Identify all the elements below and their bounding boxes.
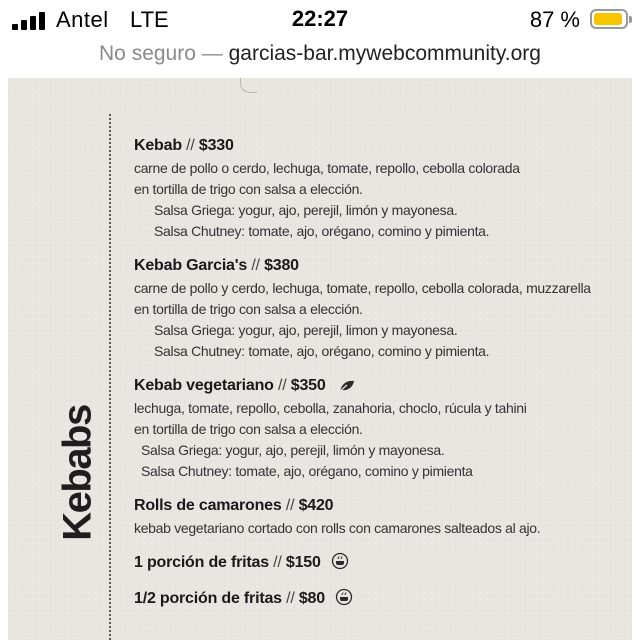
item-name: Kebab vegetariano [134, 377, 274, 394]
battery-percent: 87 % [529, 7, 580, 32]
item-sauce: Salsa Chutney: tomate, ajo, orégano, comino y pimienta. [154, 343, 490, 359]
menu-item-media-porcion-fritas [134, 587, 634, 611]
item-sauce: Salsa Chutney: tomate, ajo, orégano, comino y pimienta. [154, 223, 490, 239]
item-name: Kebab [134, 137, 182, 154]
clock: 22:27 [291, 6, 349, 31]
item-sauce: Salsa Chutney: tomate, ajo, orégano, comino y pimienta [141, 463, 473, 479]
decorative-flourish-icon [240, 78, 257, 93]
item-price: $80 [298, 590, 325, 607]
menu-item-kebab-garcias [134, 254, 634, 362]
item-heading: Kebab vegetariano // $350 [134, 374, 634, 398]
item-description: carne de pollo y cerdo, lechuga, tomate, repollo, cebolla colorada, muzzarella [134, 280, 591, 296]
menu-list [134, 134, 634, 623]
address-bar[interactable] [0, 40, 640, 74]
item-heading: 1 porción de fritas // $150 [134, 551, 634, 575]
page-url[interactable]: garcias-bar.mywebcommunity.org [228, 42, 541, 65]
item-price: $380 [264, 257, 299, 274]
menu-item-kebab [134, 134, 634, 242]
item-price: $420 [298, 497, 334, 514]
item-price: $350 [290, 377, 326, 394]
item-heading: Kebab Garcia's // $380 [134, 257, 299, 274]
network-type: LTE [130, 7, 169, 32]
web-page[interactable] [0, 78, 640, 640]
item-sauce: Salsa Griega: yogur, ajo, perejil, limón y mayonesa. [154, 202, 458, 218]
menu-item-kebab-vegetariano [134, 374, 634, 482]
item-price: $330 [198, 137, 234, 154]
item-sauce: Salsa Griega: yogur, ajo, perejil, limón y mayonesa. [141, 442, 445, 458]
security-status[interactable]: No seguro [99, 42, 196, 65]
item-description: en tortilla de trigo con salsa a elección. [134, 421, 363, 437]
carrier-name: Antel [56, 7, 109, 32]
dotted-divider [109, 114, 111, 640]
item-description: carne de pollo o cerdo, lechuga, tomate, repollo, cebolla colorada [134, 160, 520, 176]
section-title: Kebabs [55, 405, 100, 541]
cooking-pot-icon [331, 552, 349, 570]
item-sauce: Salsa Griega: yogur, ajo, perejil, limon y mayonesa. [154, 322, 458, 338]
item-description: en tortilla de trigo con salsa a elección. [134, 181, 363, 197]
item-heading: Rolls de camarones // $420 [134, 497, 334, 514]
battery-icon [590, 9, 628, 29]
item-price: $150 [285, 554, 321, 571]
menu-item-rolls-de-camarones [134, 494, 634, 539]
item-heading: 1/2 porción de fritas // $80 [134, 587, 634, 611]
cooking-pot-icon [335, 588, 353, 606]
address-separator: — [201, 42, 223, 65]
item-description: en tortilla de trigo con salsa a elección. [134, 301, 363, 317]
status-bar [0, 0, 640, 40]
item-name: Kebab Garcia's [134, 257, 248, 274]
item-name: Rolls de camarones [134, 497, 282, 514]
item-description: kebab vegetariano cortado con rolls con camarones salteados al ajo. [134, 520, 541, 536]
item-name: 1/2 porción de fritas [134, 590, 282, 607]
menu-paper [8, 78, 632, 640]
item-description: lechuga, tomate, repollo, cebolla, zanahoria, choclo, rúcula y tahini [134, 400, 527, 416]
item-name: 1 porción de fritas [134, 554, 269, 571]
item-heading: Kebab // $330 [134, 137, 234, 154]
menu-item-porcion-fritas [134, 551, 634, 575]
leaf-icon [338, 379, 356, 393]
